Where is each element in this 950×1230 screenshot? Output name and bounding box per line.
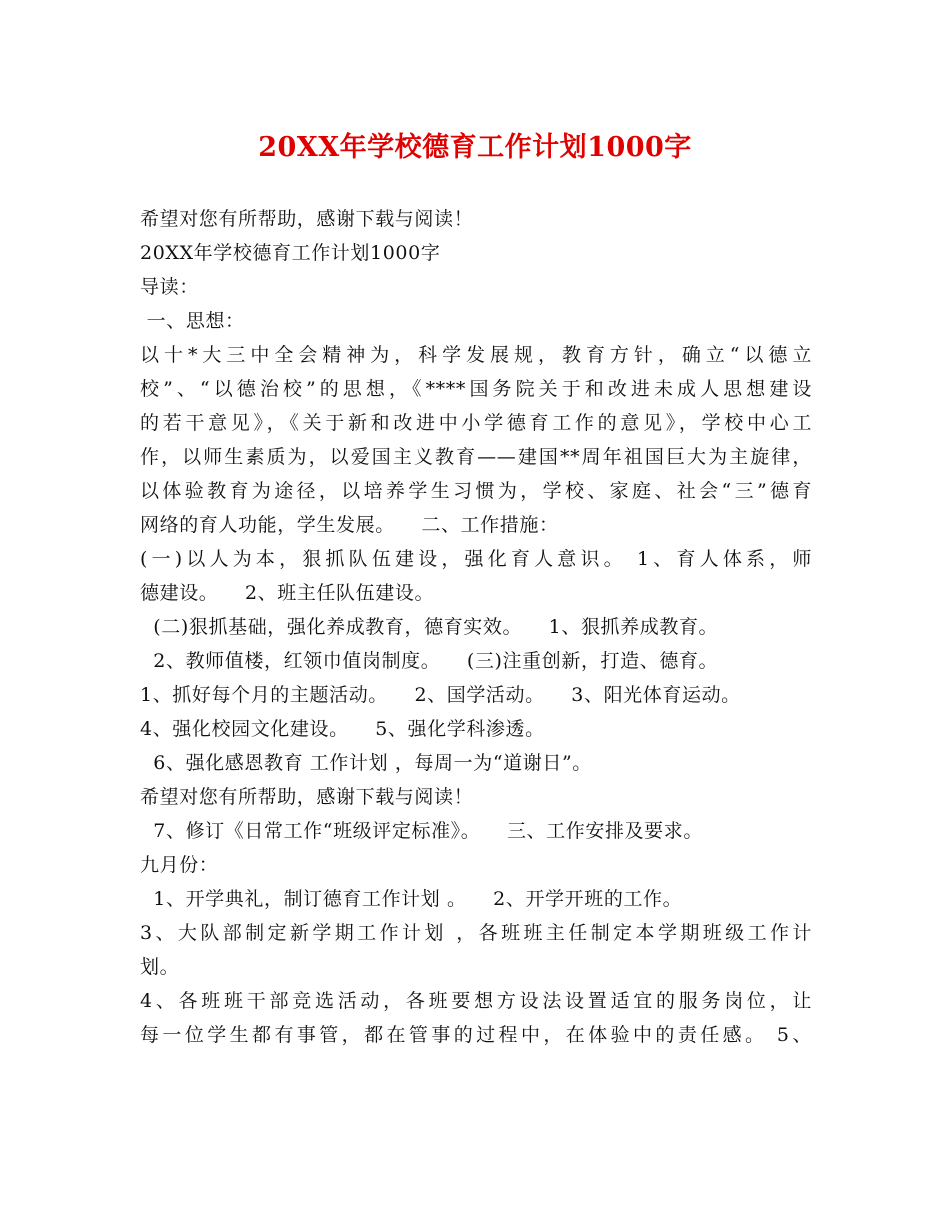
- text-line: 一、思想：: [140, 310, 245, 332]
- text-line: 7、修订《日常工作“班级评定标准》。 三、工作安排及要求。: [140, 820, 703, 842]
- text-line: 希望对您有所帮助，感谢下载与阅读！: [140, 786, 474, 808]
- document-body: [140, 202, 812, 1052]
- text-line: 希望对您有所帮助，感谢下载与阅读！: [140, 208, 474, 230]
- text-line: 2、教师值楼，红领巾值岗制度。 (三)注重创新，打造、德育。: [140, 650, 719, 672]
- text-line: 4、各班班干部竞选活动，各班要想方设法设置适宜的服务岗位，让: [140, 990, 812, 1012]
- text-line: 的若干意见》，《关于新和改进中小学德育工作的意见》，学校中心工: [140, 412, 812, 434]
- document-title: 20XX年学校德育工作计划1000字: [258, 132, 692, 163]
- text-line: 1、开学典礼，制订德育工作计划 。 2、开学开班的工作。: [140, 888, 683, 910]
- text-line: 德建设。 2、班主任队伍建设。: [140, 582, 435, 604]
- text-line: 九月份：: [140, 854, 219, 876]
- text-line: 6、强化感恩教育 工作计划 ，每周一为“道谢日”。: [140, 752, 592, 774]
- text-line: 每一位学生都有事管，都在管事的过程中，在体验中的责任感。 5、: [140, 1024, 812, 1046]
- text-line: (二)狠抓基础，强化养成教育，德育实效。 1、狠抓养成教育。: [140, 616, 719, 638]
- text-line: 以体验教育为途径，以培养学生习惯为，学校、家庭、社会“三”德育: [140, 480, 812, 502]
- text-line: 校”、“以德治校”的思想，《****国务院关于和改进未成人思想建设: [140, 378, 812, 400]
- text-line: 3、大队部制定新学期工作计划 ，各班班主任制定本学期班级工作计: [140, 922, 812, 944]
- text-line: 1、抓好每个月的主题活动。 2、国学活动。 3、阳光体育运动。: [140, 684, 741, 706]
- text-line: 导读：: [140, 276, 199, 298]
- text-line: 作，以师生素质为，以爱国主义教育——建国**周年祖国巨大为主旋律，: [140, 446, 812, 468]
- text-line: 划。: [140, 956, 180, 978]
- text-line: (一)以人为本，狠抓队伍建设，强化育人意识。 1、育人体系，师: [140, 548, 812, 570]
- text-line: 以十*大三中全会精神为，科学发展规，教育方针，确立“以德立: [140, 344, 812, 366]
- text-line: 20XX年学校德育工作计划1000字: [140, 242, 441, 264]
- text-line: 4、强化校园文化建设。 5、强化学科渗透。: [140, 718, 545, 740]
- text-line: 网络的育人功能，学生发展。 二、工作措施：: [140, 514, 559, 536]
